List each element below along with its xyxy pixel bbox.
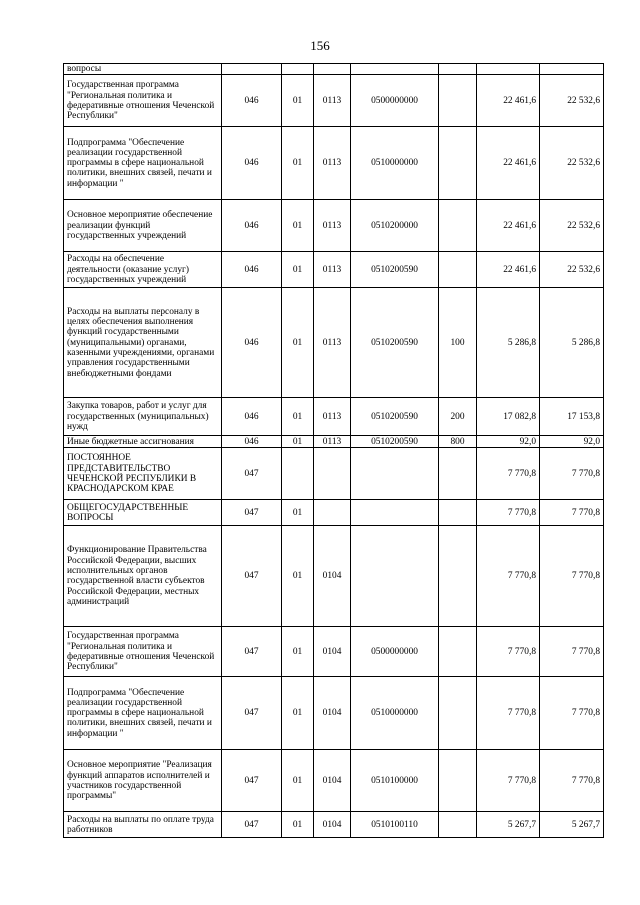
row-csr: [351, 64, 439, 75]
row-name: Государственная программа "Региональная политика и федеративные отношения Чеченской Республики": [64, 627, 222, 677]
table-row: [64, 526, 604, 627]
row-vr: [439, 750, 477, 812]
table-body: [64, 64, 604, 838]
row-vr: [439, 252, 477, 288]
row-csr: 0510200590: [351, 436, 439, 448]
row-gr: 046: [222, 75, 282, 127]
row-vr: [439, 526, 477, 627]
row-gr: 046: [222, 436, 282, 448]
table-row: [64, 436, 604, 448]
row-year1: 92,0: [477, 436, 540, 448]
table-row: [64, 64, 604, 75]
row-vr: 200: [439, 398, 477, 436]
row-vr: 800: [439, 436, 477, 448]
row-csr: 0510200590: [351, 288, 439, 398]
row-pr: 0113: [314, 75, 351, 127]
row-year2: 5 267,7: [540, 812, 604, 838]
row-pr: 0104: [314, 526, 351, 627]
row-gr: 046: [222, 252, 282, 288]
row-name: Закупка товаров, работ и услуг для государственных (муниципальных) нужд: [64, 398, 222, 436]
row-rz: 01: [282, 500, 314, 526]
row-vr: [439, 627, 477, 677]
row-gr: 047: [222, 750, 282, 812]
row-year1: 7 770,8: [477, 448, 540, 500]
row-year1: 22 461,6: [477, 200, 540, 252]
row-year1: 7 770,8: [477, 627, 540, 677]
row-gr: 047: [222, 526, 282, 627]
row-rz: 01: [282, 750, 314, 812]
table-row: [64, 252, 604, 288]
row-year1: 7 770,8: [477, 526, 540, 627]
row-pr: [314, 448, 351, 500]
row-csr: 0510000000: [351, 677, 439, 750]
row-gr: 047: [222, 448, 282, 500]
row-year2: 7 770,8: [540, 627, 604, 677]
row-pr: 0113: [314, 252, 351, 288]
row-rz: 01: [282, 288, 314, 398]
row-vr: [439, 75, 477, 127]
row-gr: 047: [222, 500, 282, 526]
row-csr: [351, 448, 439, 500]
row-csr: 0510000000: [351, 127, 439, 200]
row-pr: 0104: [314, 677, 351, 750]
row-rz: 01: [282, 677, 314, 750]
table-row: [64, 200, 604, 252]
row-vr: [439, 677, 477, 750]
row-csr: [351, 500, 439, 526]
row-vr: [439, 127, 477, 200]
row-rz: 01: [282, 526, 314, 627]
row-year1: 17 082,8: [477, 398, 540, 436]
row-year1: 5 267,7: [477, 812, 540, 838]
row-name: Государственная программа "Региональная политика и федеративные отношения Чеченской Республики": [64, 75, 222, 127]
row-pr: 0113: [314, 398, 351, 436]
row-name: вопросы: [64, 64, 222, 75]
row-year2: 7 770,8: [540, 500, 604, 526]
row-vr: [439, 64, 477, 75]
row-gr: 047: [222, 812, 282, 838]
row-rz: 01: [282, 75, 314, 127]
row-year2: 7 770,8: [540, 677, 604, 750]
table-row: [64, 812, 604, 838]
row-year2: 22 532,6: [540, 75, 604, 127]
row-vr: [439, 448, 477, 500]
row-pr: 0104: [314, 750, 351, 812]
table-row: [64, 288, 604, 398]
row-name: Основное мероприятие "Реализация функций аппаратов исполнителей и участников государственной программы": [64, 750, 222, 812]
row-rz: 01: [282, 200, 314, 252]
row-vr: 100: [439, 288, 477, 398]
row-name: Расходы на выплаты по оплате труда работников: [64, 812, 222, 838]
row-name: Расходы на обеспечение деятельности (оказание услуг) государственных учреждений: [64, 252, 222, 288]
row-name: Основное мероприятие обеспечение реализации функций государственных учреждений: [64, 200, 222, 252]
row-gr: [222, 64, 282, 75]
row-pr: [314, 500, 351, 526]
row-name: ОБЩЕГОСУДАРСТВЕННЫЕ ВОПРОСЫ: [64, 500, 222, 526]
row-rz: 01: [282, 627, 314, 677]
budget-table: [63, 63, 604, 838]
row-gr: 047: [222, 627, 282, 677]
row-csr: 0500000000: [351, 627, 439, 677]
table-row: [64, 627, 604, 677]
table-row: [64, 448, 604, 500]
row-year1: 22 461,6: [477, 75, 540, 127]
row-csr: 0500000000: [351, 75, 439, 127]
row-rz: [282, 64, 314, 75]
table-row: [64, 75, 604, 127]
row-year2: [540, 64, 604, 75]
row-csr: 0510100110: [351, 812, 439, 838]
row-rz: [282, 448, 314, 500]
row-csr: 0510200590: [351, 252, 439, 288]
row-pr: 0113: [314, 200, 351, 252]
row-rz: 01: [282, 127, 314, 200]
row-pr: 0113: [314, 436, 351, 448]
row-pr: 0113: [314, 127, 351, 200]
row-year1: 7 770,8: [477, 750, 540, 812]
row-year2: 22 532,6: [540, 200, 604, 252]
row-name: Подпрограмма "Обеспечение реализации государственной программы в сфере национальной политики, внешних связей, печати и информации ": [64, 677, 222, 750]
row-csr: [351, 526, 439, 627]
table-row: [64, 677, 604, 750]
row-gr: 046: [222, 127, 282, 200]
row-pr: 0104: [314, 627, 351, 677]
row-year2: 22 532,6: [540, 127, 604, 200]
table-row: [64, 500, 604, 526]
row-csr: 0510100000: [351, 750, 439, 812]
row-year2: 22 532,6: [540, 252, 604, 288]
row-name: ПОСТОЯННОЕ ПРЕДСТАВИТЕЛЬСТВО ЧЕЧЕНСКОЙ РЕСПУБЛИКИ В КРАСНОДАРСКОМ КРАЕ: [64, 448, 222, 500]
row-rz: 01: [282, 436, 314, 448]
row-year1: 7 770,8: [477, 677, 540, 750]
table-row: [64, 750, 604, 812]
row-year1: 7 770,8: [477, 500, 540, 526]
row-year2: 7 770,8: [540, 526, 604, 627]
row-gr: 046: [222, 398, 282, 436]
row-pr: [314, 64, 351, 75]
row-name: Подпрограмма "Обеспечение реализации государственной программы в сфере национальной политики, внешних связей, печати и информации ": [64, 127, 222, 200]
row-rz: 01: [282, 252, 314, 288]
row-csr: 0510200000: [351, 200, 439, 252]
row-vr: [439, 500, 477, 526]
row-pr: 0113: [314, 288, 351, 398]
row-name: Функционирование Правительства Российской Федерации, высших исполнительных органов государственной власти субъектов Российской Федерации, местных администраций: [64, 526, 222, 627]
row-year1: [477, 64, 540, 75]
row-year1: 22 461,6: [477, 127, 540, 200]
row-year2: 92,0: [540, 436, 604, 448]
row-rz: 01: [282, 398, 314, 436]
row-csr: 0510200590: [351, 398, 439, 436]
row-year2: 7 770,8: [540, 448, 604, 500]
row-vr: [439, 812, 477, 838]
row-gr: 047: [222, 677, 282, 750]
row-name: Иные бюджетные ассигнования: [64, 436, 222, 448]
row-vr: [439, 200, 477, 252]
row-year2: 7 770,8: [540, 750, 604, 812]
row-year1: 22 461,6: [477, 252, 540, 288]
row-year1: 5 286,8: [477, 288, 540, 398]
row-gr: 046: [222, 288, 282, 398]
page-number: 156: [310, 38, 330, 53]
table-row: [64, 127, 604, 200]
row-pr: 0104: [314, 812, 351, 838]
table-row: [64, 398, 604, 436]
row-year2: 17 153,8: [540, 398, 604, 436]
row-gr: 046: [222, 200, 282, 252]
row-name: Расходы на выплаты персоналу в целях обеспечения выполнения функций государственными (муниципальными) органами, казенными учреждениями, органами управления государственными внебюджетными фондами: [64, 288, 222, 398]
row-rz: 01: [282, 812, 314, 838]
row-year2: 5 286,8: [540, 288, 604, 398]
